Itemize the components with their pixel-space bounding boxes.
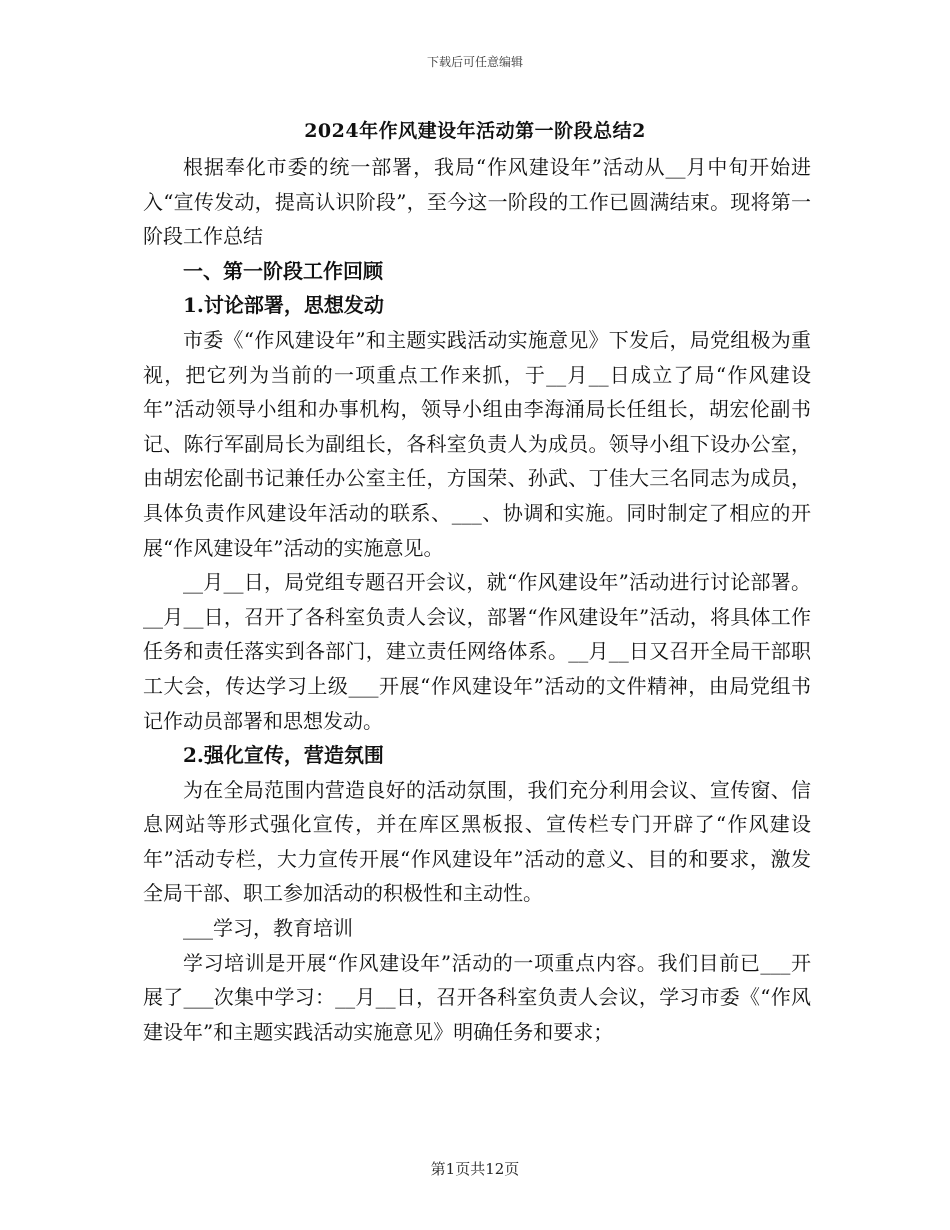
- section-heading: 一、第一阶段工作回顾: [183, 258, 383, 283]
- document-body: [143, 150, 811, 1049]
- body-paragraph: 市委《“作风建设年”和主题实践活动实施意见》下发后，局党组极为重视，把它列为当前的一项重点工作来抓，于__月__日成立了局“作风建设年”活动领导小组和办事机构，领导小组由李海涌局长任组长，胡宏伦副书记、陈行军副局长为副组长，各科室负责人为成员。领导小组下设办公室，由胡宏伦副书记兼任办公室主任，方国荣、孙武、丁佳大三名同志为成员，具体负责作风建设年活动的联系、___、协调和实施。同时制定了相应的开展“作风建设年”活动的实施意见。: [143, 327, 811, 560]
- subsection-heading: ___学习，教育培训: [183, 916, 353, 941]
- subsection-heading: 2.强化宣传，营造氛围: [183, 743, 384, 768]
- subsection-heading: 1.讨论部署，思想发动: [183, 293, 384, 318]
- page-footer: 第1页共12页: [430, 1160, 520, 1178]
- body-paragraph: 为在全局范围内营造良好的活动氛围，我们充分利用会议、宣传窗、信息网站等形式强化宣传，并在库区黑板报、宣传栏专门开辟了“作风建设年”活动专栏，大力宣传开展“作风建设年”活动的意义、目的和要求，激发全局干部、职工参加活动的积极性和主动性。: [143, 777, 811, 906]
- intro-paragraph: 根据奉化市委的统一部署，我局“作风建设年”活动从__月中旬开始进入“宣传发动，提高认识阶段”，至今这一阶段的工作已圆满结束。现将第一阶段工作总结: [143, 155, 811, 249]
- document-title: 2024年作风建设年活动第一阶段总结2: [304, 120, 646, 142]
- body-paragraph: 学习培训是开展“作风建设年”活动的一项重点内容。我们目前已___开展了___次集中学习：__月__日，召开各科室负责人会议，学习市委《“作风建设年”和主题实践活动实施意见》明确任务和要求；: [143, 950, 811, 1044]
- header-note: 下载后可任意编辑: [426, 55, 523, 69]
- body-paragraph: __月__日，局党组专题召开会议，就“作风建设年”活动进行讨论部署。__月__日，召开了各科室负责人会议，部署“作风建设年”活动，将具体工作任务和责任落实到各部门，建立责任网络体系。__月__日又召开全局干部职工大会，传达学习上级___开展“作风建设年”活动的文件精神，由局党组书记作动员部署和思想发动。: [143, 570, 811, 733]
